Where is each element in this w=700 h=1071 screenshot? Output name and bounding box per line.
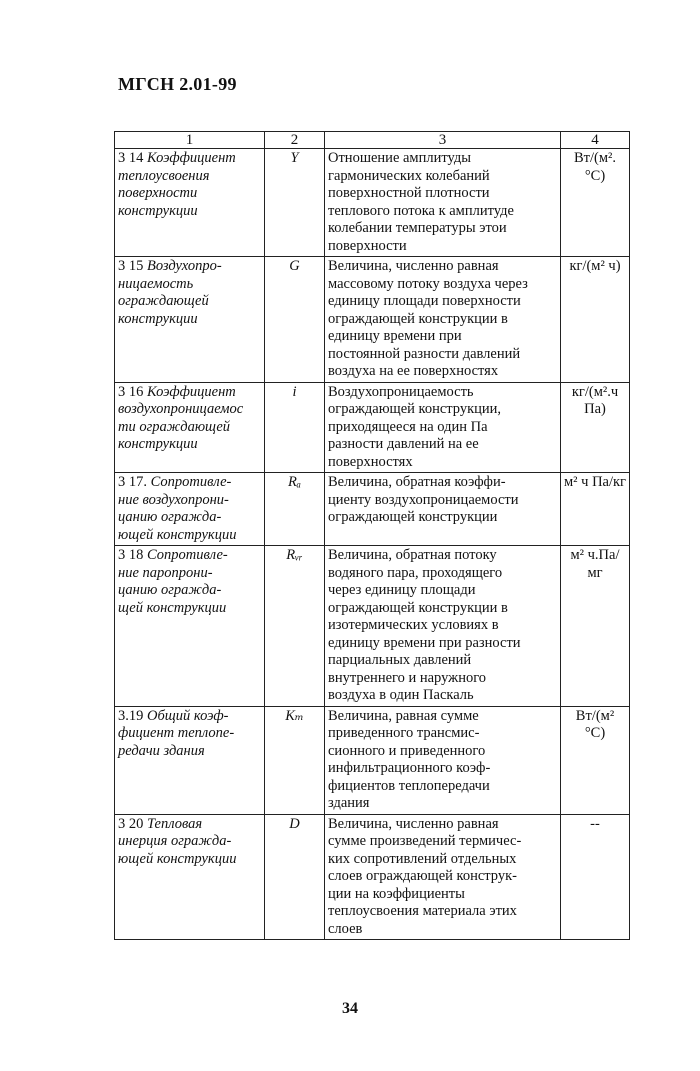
document-code: МГСН 2.01-99 — [118, 74, 237, 94]
term-cell — [115, 706, 265, 814]
unit-cell: кг/(м².ч Па) — [561, 382, 630, 473]
symbol-cell: i — [265, 382, 325, 473]
term-number: 3 18 — [118, 547, 144, 563]
unit-cell: м² ч.Па/мг — [561, 546, 630, 707]
definition-cell: Величина, обратная потоку водяного пара, проходящего через единицу площади ограждающей конструкции в изотермических условиях в единицу времени при разности парциальных давлений внутреннего и наружного воздуха в один Паскаль — [325, 546, 561, 707]
term-cell — [115, 257, 265, 383]
table-row — [115, 706, 630, 814]
unit-cell: м² ч Па/кг — [561, 473, 630, 546]
term-number: 3 14 — [118, 150, 144, 166]
symbol-cell: Kₘ — [265, 706, 325, 814]
term-name: Коэффициент теплоусвоения поверхности конструкции — [118, 150, 236, 219]
definition-cell: Воздухопроницаемость ограждающей конструкции, приходящееся на один Па разности давлений на ее поверхностях — [325, 382, 561, 473]
definition-cell: Величина, равная сумме приведенного трансмис- сионного и приведенного инфильтрационного коэф- фициентов теплопередачи здания — [325, 706, 561, 814]
table-row — [115, 814, 630, 940]
table-header-row — [115, 132, 630, 149]
unit-cell: Вт/(м².°С) — [561, 149, 630, 257]
term-cell — [115, 149, 265, 257]
term-name: Общий коэф- фициент теплопе- редачи здания — [118, 707, 235, 759]
term-name: Воздухопро- ницаемость ограждающей конструкции — [118, 258, 222, 327]
definition-cell: Отношение амплитуды гармонических колебаний поверхностной плотности теплового потока к амплитуде колебании температуры этои поверхности — [325, 149, 561, 257]
table-row — [115, 257, 630, 383]
symbol-cell: D — [265, 814, 325, 940]
term-cell — [115, 382, 265, 473]
definition-cell: Величина, численно равная сумме произведений термичес- ких сопротивлений отдельных слоев ограждающей конструк- ции на коэффициенты теплоусвоения материала этих слоев — [325, 814, 561, 940]
symbol-cell: Rₐ — [265, 473, 325, 546]
term-number: 3 17. — [118, 474, 147, 490]
term-name: Коэффициент воздухопроницаемос ти ограждающей конструкции — [118, 383, 244, 452]
unit-cell: -- — [561, 814, 630, 940]
unit-cell: Вт/(м² °С) — [561, 706, 630, 814]
column-header: 2 — [265, 132, 325, 149]
column-header: 4 — [561, 132, 630, 149]
column-header: 1 — [115, 132, 265, 149]
term-cell — [115, 473, 265, 546]
term-cell — [115, 546, 265, 707]
definition-cell: Величина, обратная коэффи- циенту воздухопроницаемости ограждающей конструкции — [325, 473, 561, 546]
term-name: Сопротивле- ние паропрони- цанию огражда- щей конструкции — [118, 547, 228, 616]
table-row — [115, 382, 630, 473]
symbol-cell: Y — [265, 149, 325, 257]
symbol-cell: Rᵥᵣ — [265, 546, 325, 707]
page-number: 34 — [342, 1000, 358, 1017]
table-row — [115, 149, 630, 257]
column-header: 3 — [325, 132, 561, 149]
term-number: 3 20 — [118, 815, 144, 832]
term-number: 3 15 — [118, 258, 144, 274]
term-number: 3 16 — [118, 383, 144, 400]
symbol-cell: G — [265, 257, 325, 383]
unit-cell: кг/(м² ч) — [561, 257, 630, 383]
term-name: Тепловая инерция огражда- ющей конструкции — [118, 815, 237, 867]
term-cell — [115, 814, 265, 940]
term-name: Сопротивле- ние воздухопрони- цанию огражда- ющей конструкции — [118, 474, 237, 543]
table-row — [115, 473, 630, 546]
term-number: 3.19 — [118, 707, 144, 724]
terms-table — [114, 131, 630, 940]
table-row — [115, 546, 630, 707]
definition-cell: Величина, численно равная массовому потоку воздуха через единицу площади поверхности ограждающей конструкции в единицу времени при постоянной разности давлений воздуха на ее поверхностях — [325, 257, 561, 383]
